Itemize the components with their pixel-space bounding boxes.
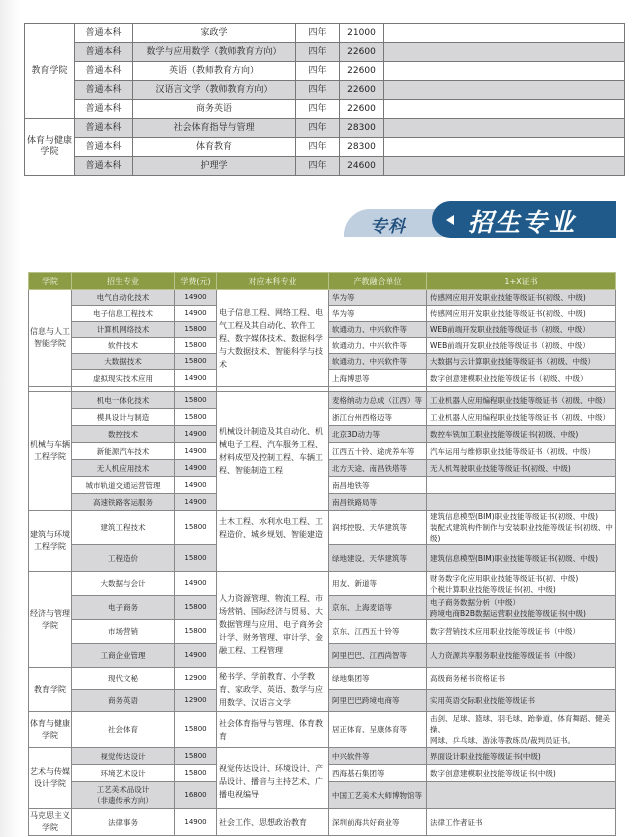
partner: 麦格纳动力总成（江西）等	[329, 392, 427, 409]
partner: 用友、新道等	[329, 572, 427, 596]
major-name: 机电一体化技术	[72, 392, 175, 409]
partner: 中国工艺美术大师博物馆等	[329, 782, 427, 809]
bachelor-majors: 社会体育指导与管理、体育教育	[217, 712, 329, 748]
college-cell: 马克思主义学院	[29, 809, 72, 836]
major-name: 电子信息工程技术	[72, 306, 175, 322]
partner: 上海博思等	[329, 370, 427, 387]
partner: 居正体育、呈康体育等	[329, 712, 427, 748]
major-name: 英语（教师教育方向）	[133, 62, 296, 81]
bachelor-majors: 土木工程、水利水电工程、工程造价、城乡规划、智能建造	[217, 511, 329, 572]
partner: 中兴软件等	[329, 748, 427, 765]
partner: 软通动力、中兴软件等	[329, 338, 427, 354]
bachelor-majors: 视觉传达设计、环境设计、产品设计、播音与主持艺术、广播电视编导	[217, 748, 329, 809]
tuition: 15800	[175, 338, 217, 354]
certificate: 法律工作者证书	[427, 809, 616, 836]
header-fee: 学费(元)	[175, 273, 217, 290]
blank-cell	[384, 43, 625, 62]
partner: 浙江台州西格迈等	[329, 409, 427, 426]
major-name: 家政学	[133, 24, 296, 43]
tuition: 15800	[175, 545, 217, 572]
blank-cell	[384, 24, 625, 43]
degree-type: 普通本科	[75, 157, 133, 176]
certificate	[427, 712, 616, 748]
major-name: 软件技术	[72, 338, 175, 354]
college-cell: 信息与人工智能学院	[29, 290, 72, 387]
header-bachelor-major: 对应本科专业	[217, 273, 329, 290]
tuition: 14900	[175, 443, 217, 460]
partner: 华为等	[329, 306, 427, 322]
tuition: 15800	[175, 712, 217, 748]
certificate-line: 电子商务数据分析（中级）	[430, 597, 520, 607]
duration: 四年	[296, 100, 340, 119]
major-name: 电子商务	[72, 596, 175, 620]
certificate-line: 网球、乒乓球、游泳等教练员/裁判员证书。	[430, 736, 576, 745]
college-cell: 教育学院	[29, 668, 72, 712]
major-name: 虚拟现实技术应用	[72, 370, 175, 387]
college-cell: 体育与健康学院	[25, 119, 75, 176]
major-name: 无人机应用技术	[72, 460, 175, 477]
tuition: 15800	[175, 511, 217, 545]
tuition: 14900	[175, 809, 217, 836]
major-name: 市场营销	[72, 620, 175, 644]
major-name: 商务英语	[72, 690, 175, 712]
certificate: 数字创意建模职业技能等级证书(中级)	[427, 765, 616, 782]
tuition: 22600	[340, 43, 384, 62]
tuition: 14900	[175, 572, 217, 596]
blank-cell	[384, 100, 625, 119]
certificate: 数字营销技术应用职业技能等级证书（中级）	[427, 620, 616, 644]
partner: 绿地集团等	[329, 668, 427, 690]
major-name: 现代文秘	[72, 668, 175, 690]
tuition: 14900	[175, 306, 217, 322]
triangle-pointer-icon	[446, 215, 454, 225]
certificate: WEB前端开发职业技能等级证书（初级、中级）	[427, 338, 616, 354]
tuition: 14900	[175, 644, 217, 668]
major-name: 工程造价	[72, 545, 175, 572]
college-cell: 教育学院	[25, 24, 75, 119]
tuition: 22600	[340, 100, 384, 119]
degree-type: 普通本科	[75, 24, 133, 43]
blank-cell	[384, 81, 625, 100]
certificate: 人力资源共享服务职业技能等级证书（中级）	[427, 644, 616, 668]
certificate: 传感网应用开发职业技能等级证书(初级、中级)	[427, 306, 616, 322]
tuition: 15800	[175, 620, 217, 644]
certificate-line: 装配式建筑构件制作与安装职业技能等级证书(初级、中级)	[430, 523, 613, 543]
certificate: 实用英语交际职业技能等级证书	[427, 690, 616, 712]
certificate-line: 击剑、足球、篮球、羽毛球、跆拳道、体育舞蹈、健美操、	[430, 714, 610, 734]
certificate-line: 跨境电商B2B数据运营职业技能等级证书(中级)	[430, 608, 586, 618]
major-name: 数控技术	[72, 426, 175, 443]
tuition: 15800	[175, 409, 217, 426]
tuition: 21000	[340, 24, 384, 43]
certificate: 工业机器人应用编程职业技能等级证书（初级、中级）	[427, 392, 616, 409]
tuition: 14900	[175, 494, 217, 511]
table-row	[29, 511, 616, 545]
degree-type: 普通本科	[75, 62, 133, 81]
certificate-line: 个税计算职业技能等级证书(初、中级)	[430, 584, 556, 594]
certificate	[427, 572, 616, 596]
major-name: 护理学	[133, 157, 296, 176]
degree-type: 普通本科	[75, 119, 133, 138]
tuition: 15800	[175, 392, 217, 409]
tuition: 24600	[340, 157, 384, 176]
partner: 润邦控股、天华建筑等	[329, 511, 427, 545]
certificate: 高级商务秘书资格证书	[427, 668, 616, 690]
partner: 京东、江西五十铃等	[329, 620, 427, 644]
table-row	[29, 809, 616, 836]
major-name: 商务英语	[133, 100, 296, 119]
partner: 南昌地铁等	[329, 477, 427, 494]
header-certificate: 1+X证书	[427, 273, 616, 290]
certificate: 数字创意建模职业技能等级证书（初级、中级）	[427, 370, 616, 387]
certificate	[427, 494, 616, 511]
degree-type: 普通本科	[75, 81, 133, 100]
major-name: 高速铁路客运服务	[72, 494, 175, 511]
tuition: 28300	[340, 138, 384, 157]
major-line: 工艺美术品设计	[96, 785, 150, 794]
major-name: 计算机网络技术	[72, 322, 175, 338]
partner: 软通动力、中兴软件等	[329, 354, 427, 370]
partner: 南昌铁路局等	[329, 494, 427, 511]
certificate: 大数据与云计算职业技能等级证书（初级、中级）	[427, 354, 616, 370]
table-row	[25, 100, 625, 119]
tuition: 15800	[175, 765, 217, 782]
bachelor-majors: 社会工作、思想政治教育	[217, 809, 329, 836]
partner: 阿里巴巴跨境电商等	[329, 690, 427, 712]
certificate	[427, 782, 616, 809]
partner: 北方天途、南昌铁塔等	[329, 460, 427, 477]
bachelor-majors: 人力资源管理、物流工程、市场营销、国际经济与贸易、大数据管理与应用、电子商务会计学、财务管理、审计学、金融工程、工程管理	[217, 572, 329, 668]
tuition: 14900	[175, 460, 217, 477]
college-cell: 艺术与传媒设计学院	[29, 748, 72, 809]
bachelor-majors: 秘书学、学前教育、小学教育、家政学、英语、数学与应用数学、汉语言文学	[217, 668, 329, 712]
table-row	[29, 572, 616, 596]
table-row	[29, 290, 616, 306]
partner: 软通动力、中兴软件等	[329, 322, 427, 338]
tuition: 22600	[340, 81, 384, 100]
blank-cell	[384, 138, 625, 157]
undergraduate-table	[24, 23, 625, 176]
tuition: 15800	[175, 748, 217, 765]
tuition: 12900	[175, 690, 217, 712]
certificate-line: 财务数字化应用职业技能等级证书(初、中级)	[430, 573, 579, 583]
vocational-majors-table	[28, 272, 616, 836]
major-name: 大数据与会计	[72, 572, 175, 596]
tuition: 16800	[175, 782, 217, 809]
table-row	[25, 81, 625, 100]
banner-title: 招生专业	[468, 208, 577, 237]
table-header-row	[29, 273, 616, 290]
duration: 四年	[296, 157, 340, 176]
degree-type: 普通本科	[75, 100, 133, 119]
major-name: 数学与应用数学（教师教育方向）	[133, 43, 296, 62]
duration: 四年	[296, 24, 340, 43]
certificate: 界面设计职业技能等级证书(中级)	[427, 748, 616, 765]
blank-cell	[384, 157, 625, 176]
table-row	[29, 748, 616, 765]
banner-left-label: 专科	[370, 217, 406, 237]
tuition: 22600	[340, 62, 384, 81]
major-name: 社会体育	[72, 712, 175, 748]
major-name: 体育教育	[133, 138, 296, 157]
blank-cell	[384, 119, 625, 138]
major-name: 视觉传达设计	[72, 748, 175, 765]
certificate: WEB前端开发职业技能等级证书（初级、中级）	[427, 322, 616, 338]
table-row	[25, 138, 625, 157]
certificate: 数控车铣加工职业技能等级证书(初级、中级)	[427, 426, 616, 443]
certificate	[427, 477, 616, 494]
table-row	[25, 119, 625, 138]
certificate: 汽车运用与维修职业技能等级证书（初级、中级）	[427, 443, 616, 460]
table-row	[25, 43, 625, 62]
major-name	[72, 782, 175, 809]
certificate: 工业机器人应用编程职业技能等级证书（初级、中级）	[427, 409, 616, 426]
college-cell: 经济与管理学院	[29, 572, 72, 668]
duration: 四年	[296, 43, 340, 62]
tuition: 14900	[175, 290, 217, 306]
table-row	[25, 62, 625, 81]
table-row	[29, 668, 616, 690]
tuition: 14900	[175, 477, 217, 494]
certificate: 无人机驾驶职业技能等级证书(初级、中级)	[427, 460, 616, 477]
blank-cell	[384, 62, 625, 81]
table-row	[29, 392, 616, 409]
header-major: 招生专业	[72, 273, 175, 290]
college-cell: 机械与车辆工程学院	[29, 392, 72, 511]
header-partner: 产教融合单位	[329, 273, 427, 290]
partner: 绿地建设、天华建筑等	[329, 545, 427, 572]
tuition: 14900	[175, 370, 217, 387]
header-college: 学院	[29, 273, 72, 290]
certificate: 建筑信息模型(BIM)职业技能等级证书(初级、中级)	[427, 545, 616, 572]
major-name: 社会体育指导与管理	[133, 119, 296, 138]
partner: 深圳前海共好商业等	[329, 809, 427, 836]
tuition: 15800	[175, 322, 217, 338]
college-cell: 建筑与环境工程学院	[29, 511, 72, 572]
certificate	[427, 596, 616, 620]
partner: 北京3D动力等	[329, 426, 427, 443]
tuition: 12900	[175, 668, 217, 690]
bachelor-majors: 电子信息工程、网络工程、电气工程及其自动化、软件工程、数字媒体技术、数据科学与大数据技术、智能科学与技术	[217, 290, 329, 387]
degree-type: 普通本科	[75, 138, 133, 157]
major-name: 新能源汽车技术	[72, 443, 175, 460]
partner: 阿里巴巴、江西尚智等	[329, 644, 427, 668]
college-cell: 体育与健康学院	[29, 712, 72, 748]
duration: 四年	[296, 62, 340, 81]
major-name: 汉语言文学（教师教育方向）	[133, 81, 296, 100]
section-banner	[344, 201, 616, 239]
partner: 京东、上海麦语等	[329, 596, 427, 620]
partner: 江西五十铃、途虎养车等	[329, 443, 427, 460]
major-name: 环境艺术设计	[72, 765, 175, 782]
table-row	[25, 157, 625, 176]
tuition: 28300	[340, 119, 384, 138]
certificate	[427, 511, 616, 545]
major-name: 城市轨道交通运营管理	[72, 477, 175, 494]
partner: 华为等	[329, 290, 427, 306]
partner: 西海基石集团等	[329, 765, 427, 782]
certificate: 传感网应用开发职业技能等级证书(初级、中级)	[427, 290, 616, 306]
duration: 四年	[296, 138, 340, 157]
certificate-line: 建筑信息模型(BIM)职业技能等级证书(初级、中级)	[430, 512, 599, 521]
tuition: 15800	[175, 596, 217, 620]
major-name: 电气自动化技术	[72, 290, 175, 306]
major-name: 工商企业管理	[72, 644, 175, 668]
duration: 四年	[296, 81, 340, 100]
major-line: （非遗传承方向）	[93, 796, 153, 805]
banner-title-box	[432, 201, 616, 238]
table-row	[25, 24, 625, 43]
bachelor-majors: 机械设计制造及其自动化、机械电子工程、汽车服务工程、材料成型及控制工程、车辆工程、智能制造工程	[217, 392, 329, 511]
degree-type: 普通本科	[75, 43, 133, 62]
tuition: 15800	[175, 354, 217, 370]
table-row	[29, 712, 616, 748]
major-name: 建筑工程技术	[72, 511, 175, 545]
duration: 四年	[296, 119, 340, 138]
major-name: 大数据技术	[72, 354, 175, 370]
major-name: 模具设计与制造	[72, 409, 175, 426]
tuition: 14900	[175, 426, 217, 443]
major-name: 法律事务	[72, 809, 175, 836]
